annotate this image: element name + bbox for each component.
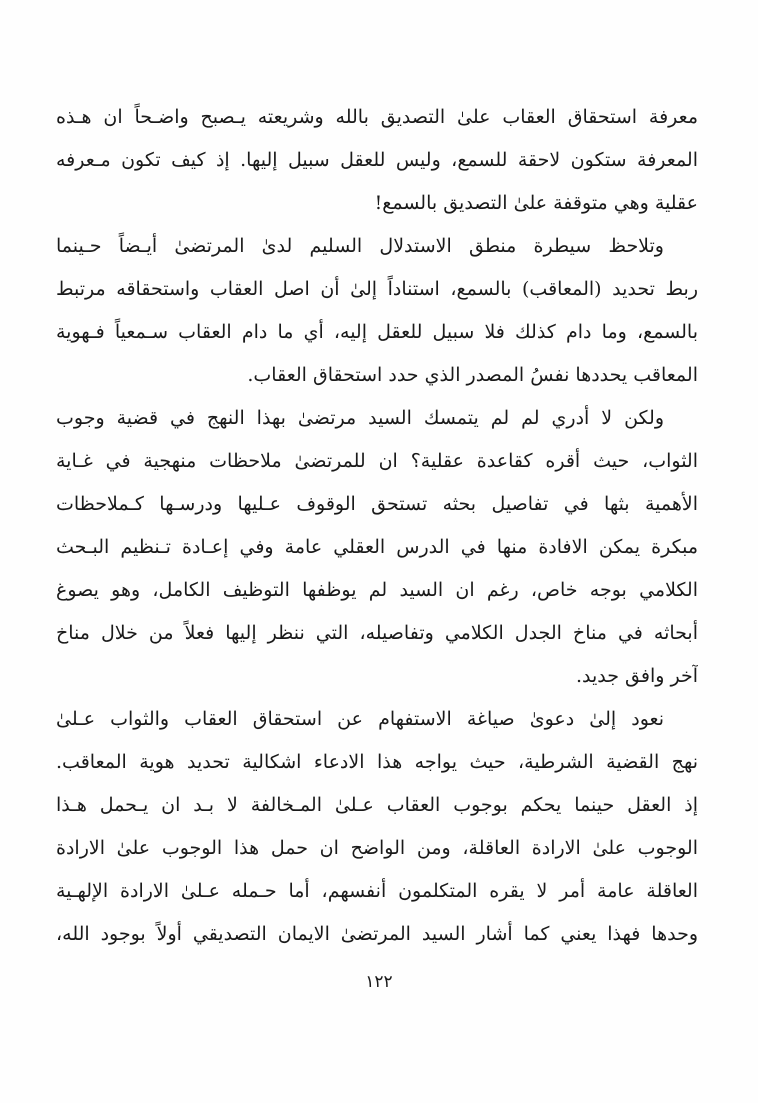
text-line: وتلاحظ سيطرة منطق الاستدلال السليم لدىٰ المرتضىٰ أيـضاً حـينما [56,235,664,257]
text-line: العاقلة عامة أمر لا يقره المتكلمون أنفسهم، أما حـمله عـلىٰ الارادة الإلهـية [56,880,698,902]
text-line: آخر وافق جديد. [576,665,698,687]
text-line: وحدها فهذا يعني كما أشار السيد المرتضىٰ الايمان التصديقي أولاً بوجود الله، [56,923,698,945]
page-number: ١٢٢ [365,972,393,992]
text-line: معرفة استحقاق العقاب علىٰ التصديق بالله وشريعته يـصبح واضـحاً ان هـذه [56,106,698,128]
text-line: بالسمع، وما دام كذلك فلا سبيل للعقل إليه، أي ما دام العقاب سـمعياً فـهوية [56,321,698,343]
text-line: الكلامي بوجه خاص، رغم ان السيد لم يوظفها التوظيف الكامل، وهو يصوغ [56,579,698,601]
text-line: الثواب، حيث أقره كقاعدة عقلية؟ ان للمرتضىٰ ملاحظات منهجية في غـاية [56,450,698,472]
text-line: المعاقب يحددها نفسُ المصدر الذي حدد استحقاق العقاب. [247,364,698,386]
text-line: المعرفة ستكون لاحقة للسمع، وليس للعقل سبيل إليها. إذ كيف تكون مـعرفه [56,149,698,171]
text-line: نهج القضية الشرطية، حيث يواجه هذا الادعاء اشكالية تحديد هوية المعاقب. [56,751,698,773]
text-line: ولكن لا أدري لم لم يتمسك السيد مرتضىٰ بهذا النهج في قضية وجوب [56,407,664,429]
text-line: نعود إلىٰ دعوىٰ صياغة الاستفهام عن استحقاق العقاب والثواب عـلىٰ [56,708,664,730]
text-line: عقلية وهي متوقفة علىٰ التصديق بالسمع! [374,192,698,214]
text-line: الأهمية بثها في تفاصيل بحثه تستحق الوقوف عـليها ودرسـها كـملاحظات [56,493,698,515]
text-line: إذ العقل حينما يحكم بوجوب العقاب عـلىٰ المـخالفة لا بـد ان يـحمل هـذا [56,794,698,816]
body-text [56,96,698,956]
text-line: ربط تحديد (المعاقب) بالسمع، استناداً إلىٰ أن اصل العقاب واستحقاقه مرتبط [56,278,698,300]
text-line: مبكرة يمكن الافادة منها في الدرس العقلي عامة وفي إعـادة تـنظيم البـحث [56,536,698,558]
text-line: الوجوب علىٰ الارادة العاقلة، ومن الواضح ان حمل هذا الوجوب علىٰ الارادة [56,837,698,859]
text-line: أبحاثه في مناخ الجدل الكلامي وتفاصيله، التي ننظر إليها فعلاً من خلال مناخ [56,622,698,644]
